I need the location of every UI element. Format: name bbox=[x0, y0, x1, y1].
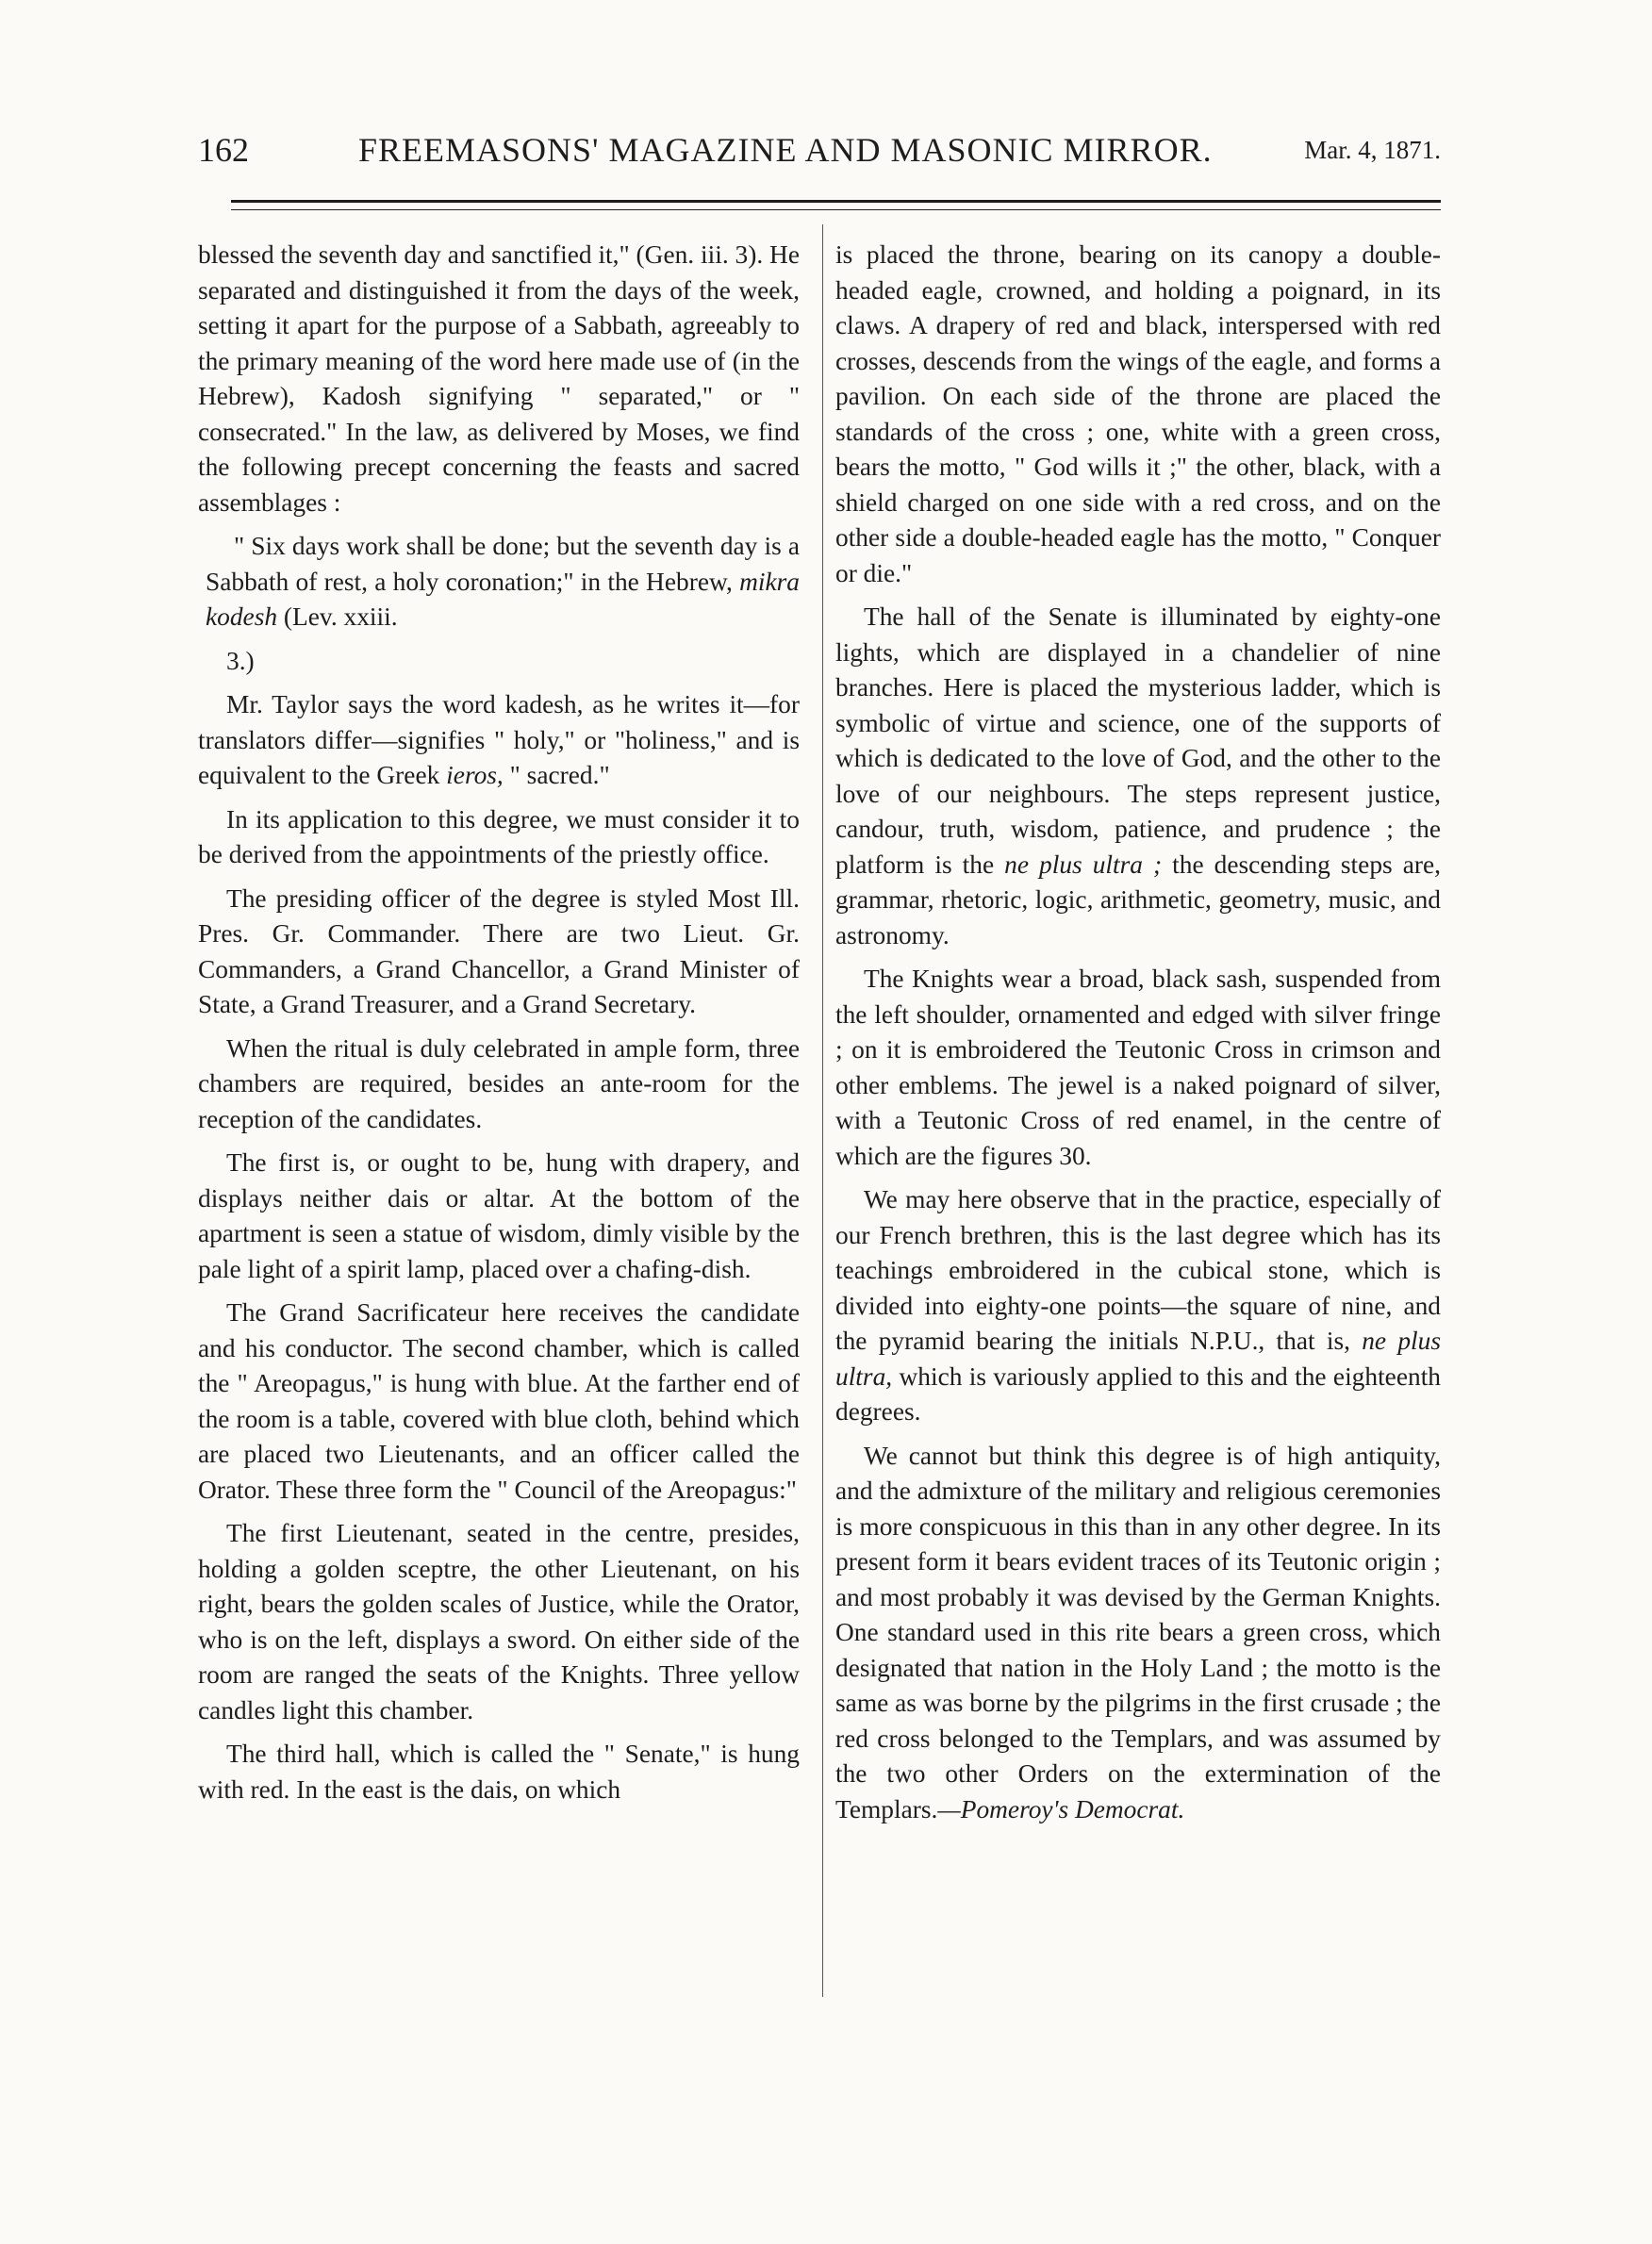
paragraph-text: The hall of the Senate is illuminated by eighty-one lights, which are displayed in a chandelier of nine branches. Here is placed the mysterious ladder, which is symbolic of virtue and science, one of the supports of which is dedicated to the love of God, and the other to the love of our neighbours. The steps represent justice, candour, truth, wisdom, patience, and prudence ; the platform is the bbox=[835, 602, 1441, 879]
paragraph bbox=[198, 687, 800, 794]
paragraph bbox=[835, 600, 1441, 953]
paragraph: The Grand Sacrificateur here receives the candidate and his conductor. The second chamber, which is called the " Areopagus," is hung with blue. At the farther end of the room is a table, covered with blue cloth, behind which are placed two Lieutenants, and an officer called the Orator. These three form the " Council of the Areopagus:" bbox=[198, 1298, 800, 1504]
latin-term: ne plus ultra ; bbox=[1004, 850, 1163, 879]
issue-date: Mar. 4, 1871. bbox=[1304, 136, 1441, 164]
paragraph: The first is, or ought to be, hung with drapery, and displays neither dais or altar. At the bottom of the apartment is seen a statue of wisdom, dimly visible by the pale light of a spirit lamp, placed over a chafing-dish. bbox=[198, 1148, 800, 1283]
paragraph-text: which is variously applied to this and the eighteenth degrees. bbox=[835, 1361, 1441, 1426]
quote-reference-end: 3.) bbox=[226, 646, 255, 675]
paragraph: The third hall, which is called the " Senate," is hung with red. In the east is the dais, on which bbox=[198, 1740, 800, 1804]
paragraph: The presiding officer of the degree is styled Most Ill. Pres. Gr. Commander. There are two Lieut. Gr. Commanders, a Grand Chancellor, a Grand Minister of State, a Grand Treasurer, and a Grand Secretary. bbox=[198, 883, 800, 1018]
paragraph: When the ritual is duly celebrated in ample form, three chambers are required, besides an ante-room for the reception of the candidates. bbox=[198, 1033, 800, 1133]
paragraph bbox=[835, 1182, 1441, 1430]
paragraph: The first Lieutenant, seated in the centre, presides, holding a golden sceptre, the other Lieutenant, on his right, bears the golden scales of Justice, while the Orator, who is on the left, displays a sword. On either side of the room are ranged the seats of the Knights. Three yellow candles light this chamber. bbox=[198, 1519, 800, 1724]
greek-term: ieros, bbox=[446, 761, 504, 789]
quote-text: " Six days work shall be done; but the seventh day is a Sabbath of rest, a holy coronation;" in the Hebrew, bbox=[206, 532, 800, 596]
paragraph: blessed the seventh day and sanctified it," (Gen. iii. 3). He separated and distinguished it from the days of the week, setting it apart for the purpose of a Sabbath, agreeably to the primary meaning of the word here made use of (in the Hebrew), Kadosh signifying " separated," or " consecrated." In the law, as delivered by Moses, we find the following precept concerning the feasts and sacred assemblages : bbox=[198, 240, 800, 517]
magazine-title: FREEMASONS' MAGAZINE AND MASONIC MIRROR. bbox=[358, 131, 1213, 169]
paragraph: The Knights wear a broad, black sash, suspended from the left shoulder, ornamented and edged with silver fringe ; on it is embroidered the Teutonic Cross in crimson and other emblems. The jewel is a naked poignard of silver, with a Teutonic Cross of red enamel, in the centre of which are the figures 30. bbox=[835, 965, 1441, 1170]
paragraph-text: We may here observe that in the practice, especially of our French brethren, this is the last degree which has its teachings embroidered in the cubical stone, which is divided into eighty-one points—the square of nine, and the pyramid bearing the initials N.P.U., that is, bbox=[835, 1185, 1441, 1355]
paragraph bbox=[835, 1439, 1441, 1828]
header-rule-thin bbox=[231, 209, 1441, 210]
page-number: 162 bbox=[198, 131, 249, 169]
header-rule-thick bbox=[231, 200, 1441, 203]
latin-term: ne plus ultra, bbox=[835, 1327, 1441, 1391]
paragraph-text: We cannot but think this degree is of high antiquity, and the admixture of the military and religious ceremonies is more conspicuous in this than in any other degree. In its present form it bears evident traces of its Teutonic origin ; and most probably it was devised by the German Knights. One standard used in this rite bears a green cross, which designated that nation in the Holy Land ; the motto is the same as was borne by the pilgrims in the first crusade ; the red cross belonged to the Templars, and was assumed by the two other Orders on the extermination of the Templars. bbox=[835, 1441, 1441, 1823]
paragraph-text: the descending steps are, grammar, rhetoric, logic, arithmetic, geometry, music, and astronomy. bbox=[835, 850, 1441, 949]
quote-reference: (Lev. xxiii. bbox=[283, 602, 398, 631]
source-attribution: —Pomeroy's Democrat. bbox=[937, 1794, 1185, 1823]
right-column bbox=[835, 238, 1441, 1836]
paragraph: In its application to this degree, we must consider it to be derived from the appointments of the priestly office. bbox=[198, 804, 800, 868]
paragraph-text: Mr. Taylor says the word kadesh, as he writes it—for translators differ—signifies " holy," or "holiness," and is equivalent to the Greek bbox=[198, 690, 800, 789]
column-divider bbox=[822, 224, 823, 1997]
paragraph-text: " sacred." bbox=[509, 761, 610, 789]
paragraph: is placed the throne, bearing on its canopy a double-headed eagle, crowned, and holding a poignard, in its claws. A drapery of red and black, interspersed with red crosses, descends from the wings of the eagle, and forms a pavilion. On each side of the throne are placed the standards of the cross ; one, white with a green cross, bears the motto, " God wills it ;" the other, black, with a shield charged on one side with a red cross, and on the other side a double-headed eagle has the motto, " Conquer or die." bbox=[835, 240, 1441, 587]
scripture-quote bbox=[198, 529, 800, 635]
hebrew-term: mikra kodesh bbox=[206, 567, 800, 631]
page-header bbox=[198, 130, 1441, 183]
left-column bbox=[198, 238, 800, 1816]
